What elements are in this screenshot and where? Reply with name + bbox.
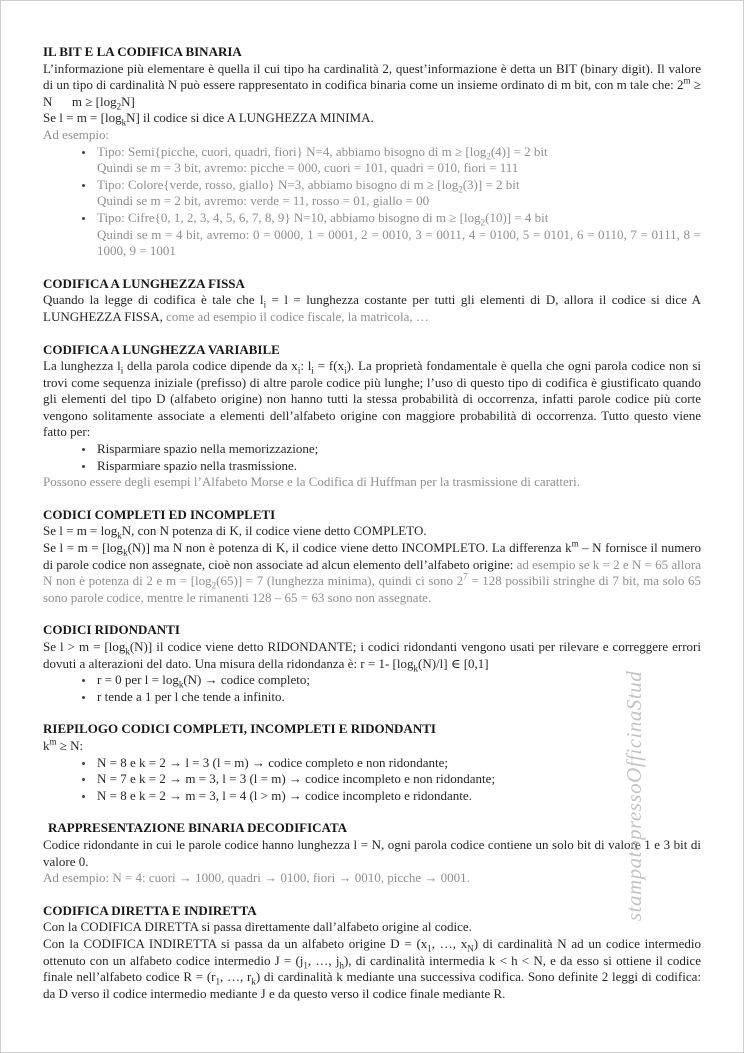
text-run: , …, r (220, 969, 252, 985)
text-run: i (297, 365, 301, 376)
text-run: , …, j (307, 952, 340, 968)
doc-section (43, 903, 701, 1003)
list-item (95, 441, 701, 458)
doc-section (43, 622, 701, 705)
paragraph (43, 474, 701, 491)
doc-section (43, 44, 701, 260)
doc-section (43, 820, 701, 886)
text-run: (3)] = 2 bit (462, 176, 520, 192)
text-run: (65)] = 7 (lunghezza minima), quindi ci sono 2 (216, 573, 464, 589)
paragraph (43, 292, 701, 325)
text-run: N] il codice si dice A LUNGHEZZA MINIMA. (126, 110, 374, 126)
text-run: Quindi se m = 2 bit, avremo: verde = 11, rosso = 01, giallo = 00 (97, 193, 430, 209)
section-heading: RAPPRESENTAZIONE BINARIA DECODIFICATA (48, 820, 348, 836)
text-run: = 128 possibili stringhe di 7 bit, ma solo 65 sono parole codice, mentre le rimanenti 128 – 65 = 63 sono non assegnate. (43, 573, 701, 605)
bullet-line (97, 755, 701, 772)
list-item (95, 755, 701, 772)
text-run: N = 7 e k = 2 → m = 3, l = 3 (l = m) → codice incompleto e non ridondante; (97, 771, 496, 787)
text-run: Con la CODIFICA INDIRETTA si passa da un alfabeto origine D = (x (43, 935, 428, 951)
text-run: Se l = m = [log (43, 540, 124, 556)
text-line (43, 738, 701, 755)
document-body (43, 44, 701, 1018)
text-run: Tipo: Cifre{0, 1, 2, 3, 4, 5, 6, 7, 8, 9} N=10, abbiamo bisogno di m ≥ [log (97, 209, 481, 225)
bullet-line (97, 177, 701, 194)
text-run: m (683, 75, 691, 86)
doc-section (43, 342, 701, 491)
text-line (43, 919, 701, 936)
text-run: i (263, 299, 267, 310)
text-line (43, 127, 701, 144)
text-run: k (123, 547, 128, 558)
text-run: m (571, 538, 579, 549)
text-run: ad esempio se k = 2 e N = 65 allora N non è potenza di 2 e m = [log (43, 556, 701, 589)
text-run: k (125, 646, 130, 657)
paragraph (43, 837, 701, 870)
section-heading: CODIFICA A LUNGHEZZA VARIABILE (43, 341, 280, 357)
text-run: N] (121, 93, 135, 109)
text-run: ) di cardinalità N ad un codice intermedio ottenuto con un alfabeto codice intermedio J = (j (43, 935, 702, 968)
paragraph (43, 358, 701, 441)
text-run: (N)] ma N non è potenza di K, il codice viene detto INCOMPLETO. La differenza k (127, 540, 572, 556)
text-run: Possono essere degli esempi l’Alfabeto Morse e la Codifica di Huffman per la trasmissione di caratteri. (43, 474, 580, 490)
section-heading: CODIFICA DIRETTA E INDIRETTA (43, 902, 257, 918)
bullet-list (43, 144, 701, 260)
bullet-line (97, 771, 701, 788)
text-run: Risparmiare spazio nella memorizzazione; (97, 441, 319, 457)
text-run: ≥ N: (56, 737, 84, 753)
text-run: Con la CODIFICA DIRETTA si passa direttamente dall’alfabeto origine al codice. (43, 919, 472, 935)
text-run: k (117, 531, 122, 542)
section-heading: IL BIT E LA CODIFICA BINARIA (43, 44, 242, 59)
bullet-line (97, 160, 701, 177)
text-run: Quindi se m = 4 bit, avremo: 0 = 0000, 1 = 0001, 2 = 0010, 3 = 0011, 4 = 0100, 5 = 0101, 6 = 0110, 7 = 0111, 8 = 1000, 9 = 1001 (97, 226, 701, 259)
text-run: Codice ridondante in cui le parole codice hanno lunghezza l = N, ogni parola codice contiene un solo bit di valore 1 e 3 bit di valore 0. (43, 836, 701, 869)
text-run: k (178, 679, 184, 690)
text-run: (N)/l] ∈ [0,1] (417, 655, 489, 671)
doc-section (43, 276, 701, 326)
paragraph (43, 936, 701, 1002)
bullet-list (43, 755, 701, 805)
list-item (95, 458, 701, 475)
text-run: Ad esempio: N = 4: cuori → 1000, quadri → 0100, fiori → 0010, picche → 0001. (43, 870, 470, 886)
text-run: Quando la legge di codifica è tale che l (43, 292, 264, 308)
section-heading: CODICI COMPLETI ED INCOMPLETI (43, 506, 276, 522)
text-run: h (339, 960, 344, 971)
text-run: k (251, 976, 256, 987)
text-run: Tipo: Colore{verde, rosso, giallo} N=3, abbiamo bisogno di m ≥ [log (97, 176, 459, 192)
text-run: k (121, 117, 127, 128)
text-run: Ad esempio: (43, 126, 110, 142)
text-run: (10)] = 4 bit (485, 209, 549, 225)
text-run: Risparmiare spazio nella trasmissione. (97, 457, 298, 473)
text-run: 7 (463, 571, 468, 582)
text-run: (4)] = 2 bit (490, 143, 548, 159)
section-heading: CODICI RIDONDANTI (43, 622, 180, 638)
bullet-line (97, 788, 701, 805)
bullet-line (97, 672, 701, 689)
text-run: 2 (458, 184, 463, 195)
text-run: 2 (480, 217, 486, 228)
text-run: N (467, 943, 474, 954)
text-run: ), di cardinalità intermedia k < h < N, e da esso si ottiene il codice finale nell’alfabeto codice R = (r (43, 952, 701, 985)
text-run: – N fornisce il numero di parole codice non assegnate, cioè non associate ad alcun elemento dell’alfabeto origine: (43, 540, 702, 572)
text-run: ≥ N m ≥ [log (43, 77, 701, 109)
text-run: ) di cardinalità k mediante una successiva codifica. Sono definite 2 leggi di codifica: da D verso il codice intermedio mediante J e da questo verso il codice finale mediante R. (43, 969, 701, 1001)
text-run: Se l = m = log (43, 523, 118, 539)
text-run: i (120, 365, 124, 376)
bullet-list (43, 441, 701, 474)
text-run: , …, x (431, 935, 468, 951)
text-line (43, 523, 701, 540)
text-run: 2 (116, 101, 122, 112)
list-item (95, 210, 701, 260)
bullet-line (97, 458, 701, 475)
text-run: 1 (303, 960, 308, 971)
paragraph (43, 540, 701, 606)
text-run: Tipo: Semi{picche, cuori, quadri, fiori} N=4, abbiamo bisogno di m ≥ [log (97, 143, 487, 159)
text-run: m (49, 736, 57, 747)
text-run: k (43, 737, 50, 753)
watermark: stampatopressoOfficinaStud (622, 670, 646, 921)
text-run: : l (300, 358, 312, 374)
section-heading: CODIFICA A LUNGHEZZA FISSA (43, 275, 245, 291)
text-run: k (413, 663, 418, 674)
text-run: Se l = m = [log (43, 110, 122, 126)
list-item (95, 177, 701, 210)
doc-section (43, 721, 701, 804)
text-run: i (311, 365, 314, 376)
text-run: N, con N potenza di K, il codice viene detto COMPLETO. (121, 523, 427, 539)
list-item (95, 689, 701, 706)
text-run: della parola codice dipende da x (123, 358, 298, 374)
list-item (95, 672, 701, 689)
text-run: = l = lunghezza costante per tutti gli elementi di D, allora il codice si dice A LUNGHEZZA FISSA, (43, 292, 701, 324)
text-run: N = 8 e k = 2 → l = 3 (l = m) → codice completo e non ridondante; (97, 754, 448, 770)
text-run: r = 0 per l = log (97, 672, 179, 688)
paragraph (43, 870, 701, 887)
bullet-line (97, 227, 701, 260)
paragraph (43, 61, 701, 111)
text-run: r tende a 1 per l che tende a infinito. (97, 688, 285, 704)
text-run: N = 8 e k = 2 → m = 3, l = 4 (l > m) → codice incompleto e ridondante. (97, 787, 472, 803)
text-run: ). La proprietà fondamentale è quella che ogni parola codice non si trovi come sequenza iniziale (prefisso) di altre parole codice più lunghe; l’uso di questo tipo di codifica è giustificato quando gli elementi del tipo D (alfabeto origine) non hanno tutti la stessa probabilità di occorrenza, infatti parole codice più corte vengono solitamente associate a elementi dell’alfabeto origine con maggiore probabilità di occorrenza. Tutto questo viene fatto per: (43, 358, 701, 440)
bullet-line (97, 210, 701, 227)
text-run: Se l > m = [log (43, 639, 126, 654)
text-run: 2 (211, 580, 217, 591)
bullet-line (97, 689, 701, 706)
text-run: La lunghezza l (43, 358, 121, 374)
section-heading: RIEPILOGO CODICI COMPLETI, INCOMPLETI E RIDONDANTI (43, 721, 436, 737)
text-run: L’informazione più elementare è quella il cui tipo ha cardinalità 2, quest’informazione è detta un BIT (binary digit). Il valore di un tipo di cardinalità N può essere rappresentato in codifica binaria come un insieme ordinato di m bit, con m tale che: 2 (43, 60, 701, 93)
paragraph (43, 639, 701, 672)
text-run: 1 (215, 976, 221, 987)
text-run: i (344, 365, 347, 376)
text-run: 1 (427, 943, 432, 954)
list-item (95, 771, 701, 788)
list-item (95, 144, 701, 177)
text-run: 2 (486, 151, 491, 162)
text-run: come ad esempio il codice fiscale, la matricola, … (162, 308, 429, 324)
bullet-line (97, 441, 701, 458)
text-run: = f(x (313, 358, 345, 374)
bullet-line (97, 193, 701, 210)
list-item (95, 788, 701, 805)
bullet-list (43, 672, 701, 705)
text-line (43, 110, 701, 127)
doc-section (43, 507, 701, 607)
text-run: (N)] il codice viene detto RIDONDANTE; i codici ridondanti vengono usati per rilevare e correggere errori dovuti a alterazioni del dato. Una misura della ridondanza è: r = 1- [log (43, 639, 701, 671)
bullet-line (97, 144, 701, 161)
text-run: (N) → codice completo; (183, 672, 311, 688)
text-run: Quindi se m = 3 bit, avremo: picche = 000, cuori = 101, quadri = 010, fiori = 111 (97, 160, 519, 176)
